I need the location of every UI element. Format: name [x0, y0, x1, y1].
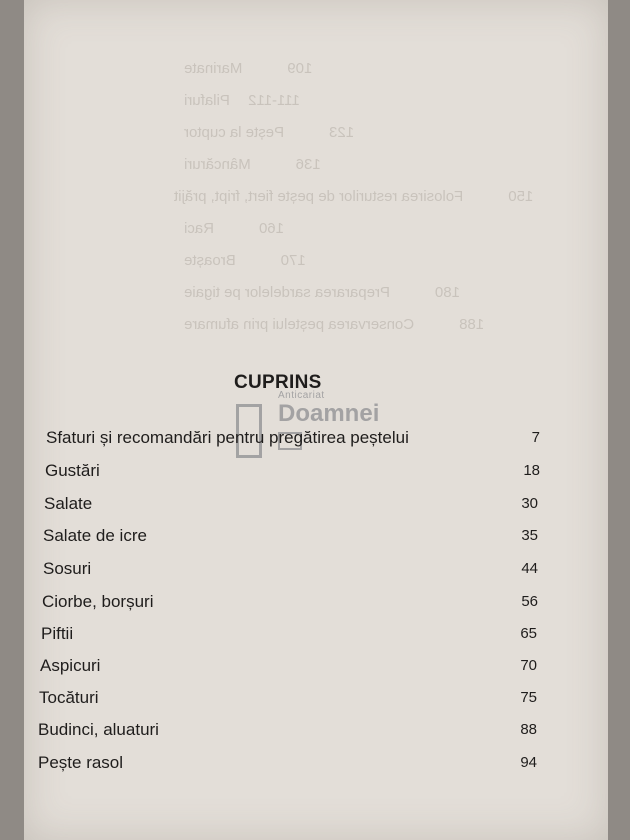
toc-page: 70	[520, 657, 537, 674]
toc-page: 56	[521, 593, 538, 610]
bleed-row: Marinate 109	[184, 60, 313, 77]
watermark-big-text: Doamnei	[278, 400, 380, 427]
watermark-small-text: Anticariat	[278, 390, 325, 401]
toc-page: 65	[520, 625, 537, 642]
toc-title: Pește rasol	[38, 753, 124, 772]
bleed-row: Raci 160	[184, 220, 285, 237]
book-page	[24, 0, 608, 840]
toc-page: 18	[523, 462, 540, 479]
toc-title: Sosuri	[43, 559, 92, 578]
toc-row	[38, 749, 537, 777]
toc-page: 94	[520, 754, 537, 771]
toc-title: Sfaturi și recomandări pentru pregătirea peștelui	[46, 428, 409, 447]
toc-page: 35	[521, 527, 538, 544]
toc-row	[39, 684, 537, 712]
toc-page: 88	[520, 721, 537, 738]
bleed-row: Prepararea sardelelor pe tigaie 180	[184, 284, 460, 301]
bleed-row: Broaște 170	[184, 252, 306, 269]
toc-row	[43, 522, 538, 550]
bleed-row: Mâncăruri 136	[184, 156, 321, 173]
toc-row	[43, 555, 538, 583]
toc-row	[46, 424, 540, 452]
bleed-row: Pește la cuptor 123	[184, 124, 355, 141]
toc-page: 44	[521, 560, 538, 577]
bleed-row: Pilafuri 111-112	[184, 92, 300, 109]
toc-page: 30	[521, 495, 538, 512]
page-title: CUPRINS	[234, 372, 322, 393]
toc-title: Ciorbe, borșuri	[42, 592, 154, 611]
toc-title: Gustări	[45, 461, 100, 480]
bleed-row: Folosirea resturilor de pește fiert, fript, prăjit 150	[174, 188, 534, 205]
toc-page: 7	[531, 429, 540, 446]
toc-title: Budinci, aluaturi	[38, 720, 159, 739]
toc-title: Tocături	[39, 688, 99, 707]
bleed-row: Conservarea peștelui prin afumare 188	[184, 316, 485, 333]
toc-title: Aspicuri	[40, 656, 101, 675]
toc-title: Salate de icre	[43, 526, 147, 545]
toc-row	[40, 652, 537, 680]
toc-row	[45, 457, 540, 485]
toc-row	[42, 588, 538, 616]
toc-title: Salate	[44, 494, 93, 513]
toc-row	[44, 490, 538, 518]
toc-row	[38, 716, 537, 744]
toc-page: 75	[520, 689, 537, 706]
toc-row	[41, 620, 537, 648]
toc-title: Piftii	[41, 624, 74, 643]
